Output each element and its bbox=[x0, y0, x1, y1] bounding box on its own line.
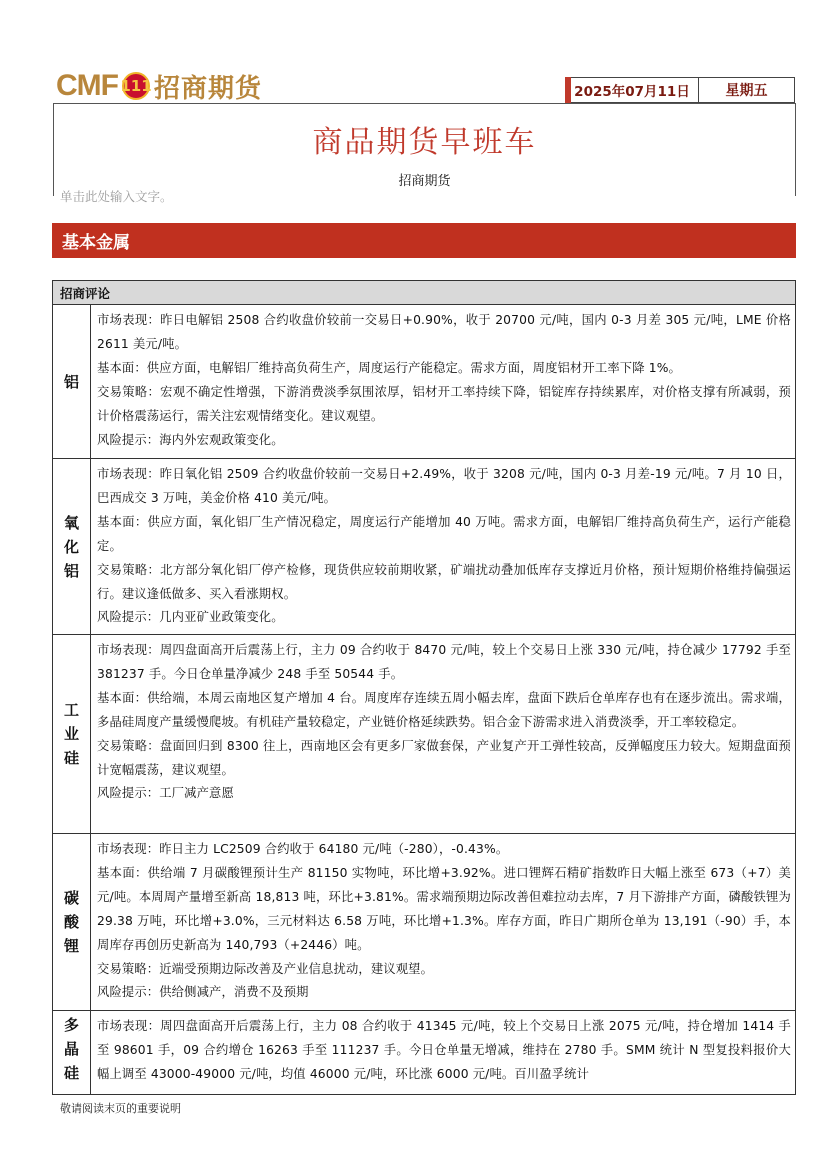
report-weekday: 星期五 bbox=[699, 77, 795, 103]
commodity-body bbox=[91, 459, 795, 634]
market-performance: 市场表现：昨日主力 LC2509 合约收于 64180 元/吨（-280），-0.43%。 bbox=[97, 842, 509, 856]
date-bar bbox=[565, 77, 795, 103]
label-char: 铝 bbox=[63, 561, 79, 580]
commodity-row-industrial-silicon bbox=[53, 635, 795, 834]
commodity-label bbox=[53, 834, 91, 1010]
label-char: 多 bbox=[63, 1016, 79, 1034]
commodity-body bbox=[91, 305, 795, 458]
logo-cn-text: 招商期货 bbox=[153, 73, 262, 104]
label-char: 工 bbox=[63, 701, 79, 719]
section-title: 基本金属 bbox=[62, 233, 130, 253]
commentary-table bbox=[52, 280, 796, 1169]
fundamentals: 基本面：供应方面，氧化铝厂生产情况稳定，周度运行产能增加 40 万吨。需求方面，电解铝厂维持高负荷生产，运行产能稳定。 bbox=[97, 514, 791, 553]
label-char: 锂 bbox=[63, 937, 79, 955]
commodity-body bbox=[91, 635, 795, 833]
footer-divider bbox=[52, 1094, 796, 1095]
label-char: 酸 bbox=[63, 913, 79, 931]
text-placeholder[interactable]: 单击此处输入文字。 bbox=[60, 189, 173, 204]
commentary-head-label: 招商评论 bbox=[60, 285, 111, 301]
commodity-row-alumina bbox=[53, 459, 795, 635]
label-char: 碳 bbox=[63, 889, 79, 907]
commodity-row-aluminum bbox=[53, 305, 795, 459]
section-header bbox=[52, 223, 796, 258]
label-char: 铝 bbox=[63, 372, 79, 391]
logo-cmf-text: CMF bbox=[56, 69, 118, 102]
risk-warning: 风险提示：海内外宏观政策变化。 bbox=[97, 432, 284, 447]
market-performance: 市场表现：昨日氧化铝 2509 合约收盘价较前一交易日+2.49%，收于 3208 元/吨，国内 0-3 月差-19 元/吨。7 月 10 日，巴西成交 3 万吨，美金价格 410 美元/吨。 bbox=[97, 467, 791, 505]
commodity-row-lithium-carbonate bbox=[53, 834, 795, 1011]
commodity-label bbox=[53, 305, 91, 458]
commentary-head bbox=[53, 281, 795, 305]
label-char: 化 bbox=[63, 537, 79, 556]
fundamentals: 基本面：供给端 7 月碳酸锂预计生产 81150 实物吨，环比增+3.92%。进口锂辉石精矿指数昨日大幅上涨至 673（+7）美元/吨。本周周产量增至新高 18,813 吨，环比+3.81%。需求端预期边际改善但难拉动去库，7 月下游排产方面，磷酸铁锂为 29.38 万吨，环比增+3.0%，三元材料达 6.58 万吨，环比增+1.3%。库存方面，昨日广期所仓单为 13,191（-90）手，本周库存再创历史新高为 140,793（+2446）吨。 bbox=[97, 865, 791, 952]
market-performance: 市场表现：周四盘面高开后震荡上行，主力 09 合约收于 8470 元/吨，较上个交易日上涨 330 元/吨，持仓减少 17792 手至 381237 手。今日仓单量净减少 248 手至 50544 手。 bbox=[97, 643, 791, 681]
fundamentals: 基本面：供给端，本周云南地区复产增加 4 台。周度库存连续五周小幅去库，盘面下跌后仓单库存也有在逐步流出。需求端，多晶硅周度产量缓慢爬坡。有机硅产量较稳定，产业链价格延续跌势。铝合金下游需求进入消费淡季，开工率较稳定。 bbox=[97, 690, 791, 729]
risk-warning: 风险提示：几内亚矿业政策变化。 bbox=[97, 610, 284, 625]
trading-strategy: 交易策略：宏观不确定性增强，下游消费淡季氛围浓厚，铝材开工率持续下降，铝锭库存持续累库，对价格支撑有所减弱，预计价格震荡运行，需关注宏观情绪变化。建议观望。 bbox=[97, 384, 791, 423]
date-accent bbox=[565, 77, 571, 103]
label-char: 业 bbox=[63, 725, 79, 743]
commodity-body bbox=[91, 834, 795, 1010]
label-char: 硅 bbox=[63, 749, 79, 767]
footer-note: 敬请阅读末页的重要说明 bbox=[60, 1102, 181, 1115]
report-date: 2025年07月11日 bbox=[565, 77, 699, 103]
company-logo bbox=[56, 68, 262, 104]
trading-strategy: 交易策略：近端受预期边际改善及产业信息扰动，建议观望。 bbox=[97, 961, 434, 976]
commodity-label bbox=[53, 459, 91, 634]
logo-badge-icon: 111 bbox=[122, 72, 150, 100]
trading-strategy: 交易策略：北方部分氧化铝厂停产检修，现货供应较前期收紧，矿端扰动叠加低库存支撑近月价格，预计短期价格维持偏强运行。建议逢低做多、买入看涨期权。 bbox=[97, 562, 791, 601]
commodity-label bbox=[53, 635, 91, 833]
trading-strategy: 交易策略：盘面回归到 8300 往上，西南地区会有更多厂家做套保，产业复产开工弹性较高，反弹幅度压力较大。短期盘面预计宽幅震荡，建议观望。 bbox=[97, 738, 791, 777]
market-performance: 市场表现：昨日电解铝 2508 合约收盘价较前一交易日+0.90%，收于 20700 元/吨，国内 0-3 月差 305 元/吨，LME 价格 2611 美元/吨。 bbox=[97, 313, 791, 351]
risk-warning: 风险提示：供给侧减产，消费不及预期 bbox=[97, 985, 309, 1000]
risk-warning: 风险提示：工厂减产意愿 bbox=[97, 786, 234, 801]
label-char: 氧 bbox=[63, 513, 79, 532]
label-char: 晶 bbox=[63, 1040, 79, 1058]
page-subtitle: 招商期货 bbox=[398, 174, 451, 189]
fundamentals: 基本面：供应方面，电解铝厂维持高负荷生产，周度运行产能稳定。需求方面，周度铝材开工率下降 1%。 bbox=[97, 360, 681, 375]
market-performance: 市场表现：周四盘面高开后震荡上行，主力 08 合约收于 41345 元/吨，较上个交易日上涨 2075 元/吨，持仓增加 1414 手至 98601 手，09 合约增仓 16263 手至 111237 手。今日仓单量无增减，维持在 2780 手。SMM 统计 N 型复投料报价大幅上调至 43000-49000 元/吨，均值 46000 元/吨，环比涨 6000 元/吨。百川盈孚统计 bbox=[97, 1019, 791, 1081]
page-title: 商品期货早班车 bbox=[312, 125, 537, 160]
label-char: 硅 bbox=[63, 1064, 79, 1082]
